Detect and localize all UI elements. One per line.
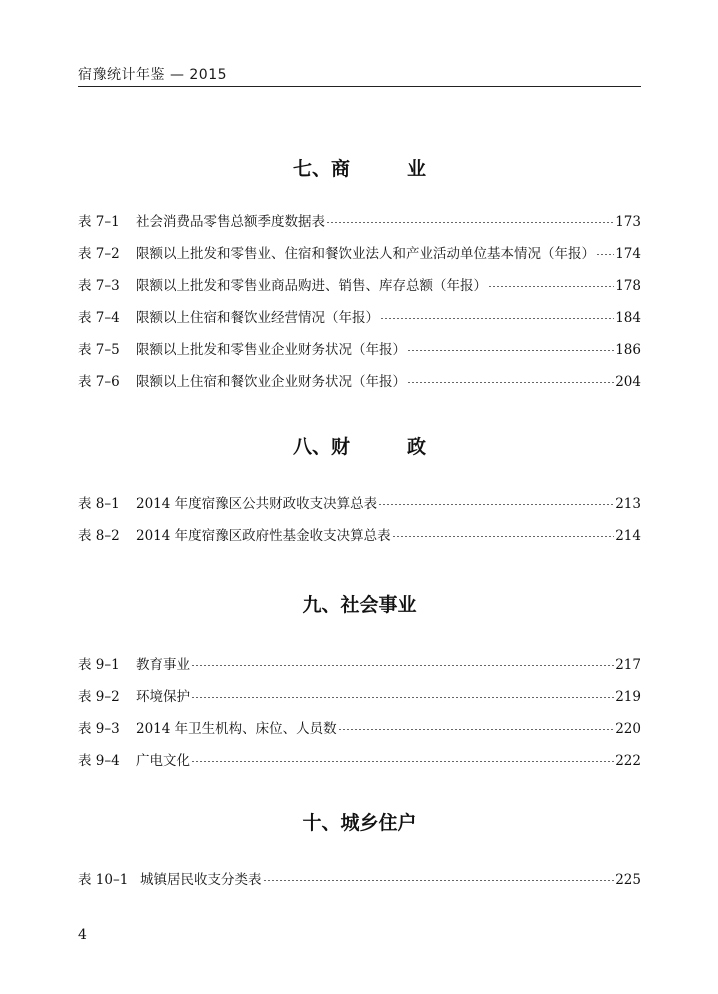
toc-entry-label: 表 7–6 <box>78 374 120 390</box>
toc-entry-page: 214 <box>615 528 641 544</box>
toc-entry-label: 表 7–2 <box>78 246 120 262</box>
toc-entry-label: 表 9–4 <box>78 753 120 769</box>
dot-leader <box>392 536 615 537</box>
toc-entry[interactable] <box>78 685 641 705</box>
toc-entry-page: 174 <box>615 246 641 262</box>
dot-leader <box>380 318 614 319</box>
dot-leader <box>191 697 614 698</box>
dot-leader <box>407 382 614 383</box>
dot-leader <box>326 222 614 223</box>
toc-entry-page: 225 <box>615 872 641 888</box>
dot-leader <box>191 761 614 762</box>
toc-entry-title: 限额以上住宿和餐饮业企业财务状况（年报） <box>136 374 406 390</box>
section-title-finance: 八、财 政 <box>292 436 426 458</box>
toc-entry-title: 环境保护 <box>136 689 190 705</box>
toc-entry-title: 限额以上批发和零售业企业财务状况（年报） <box>136 342 406 358</box>
toc-entry-label: 表 7–4 <box>78 310 120 326</box>
toc-entry-page: 173 <box>615 214 641 230</box>
toc-entry[interactable] <box>78 492 641 512</box>
toc-entry-page: 204 <box>615 374 641 390</box>
section-title-households: 十、城乡住户 <box>302 812 417 834</box>
dot-leader <box>378 504 614 505</box>
toc-entry[interactable] <box>78 242 641 262</box>
toc-entry-title: 城镇居民收支分类表 <box>140 872 262 888</box>
toc-entry-title: 2014 年度宿豫区政府性基金收支决算总表 <box>136 528 391 544</box>
toc-entry-title: 2014 年度宿豫区公共财政收支决算总表 <box>136 496 378 512</box>
toc-entry-title: 限额以上批发和零售业、住宿和餐饮业法人和产业活动单位基本情况（年报） <box>136 246 595 262</box>
toc-entry-label: 表 8–1 <box>78 496 120 512</box>
running-header: 宿豫统计年鉴 — 2015 <box>78 67 228 83</box>
toc-entry-label: 表 9–2 <box>78 689 120 705</box>
toc-entry[interactable] <box>78 868 641 888</box>
dot-leader <box>407 350 614 351</box>
dot-leader <box>263 880 615 881</box>
toc-entry[interactable] <box>78 524 641 544</box>
toc-entry-title: 教育事业 <box>136 657 190 673</box>
dot-leader <box>191 665 614 666</box>
toc-entry[interactable] <box>78 274 641 294</box>
toc-entry-page: 184 <box>615 310 641 326</box>
toc-entry[interactable] <box>78 210 641 230</box>
toc-entry-page: 178 <box>615 278 641 294</box>
toc-entry-label: 表 7–3 <box>78 278 120 294</box>
toc-entry[interactable] <box>78 653 641 673</box>
section-title-social-affairs: 九、社会事业 <box>302 594 417 616</box>
toc-entry[interactable] <box>78 370 641 390</box>
toc-entry-label: 表 10–1 <box>78 872 129 888</box>
dot-leader <box>596 254 614 255</box>
toc-entry[interactable] <box>78 338 641 358</box>
header-rule <box>78 86 641 87</box>
toc-entry-label: 表 7–5 <box>78 342 120 358</box>
toc-entry[interactable] <box>78 717 641 737</box>
toc-entry-title: 社会消费品零售总额季度数据表 <box>136 214 325 230</box>
toc-entry-page: 220 <box>615 721 641 737</box>
toc-entry-title: 2014 年卫生机构、床位、人员数 <box>136 721 337 737</box>
toc-entry-title: 限额以上批发和零售业商品购进、销售、库存总额（年报） <box>136 278 487 294</box>
section-title-commerce: 七、商 业 <box>292 158 426 180</box>
page-number: 4 <box>78 927 87 943</box>
toc-entry-title: 限额以上住宿和餐饮业经营情况（年报） <box>136 310 379 326</box>
toc-entry-label: 表 9–1 <box>78 657 120 673</box>
toc-entry-label: 表 9–3 <box>78 721 120 737</box>
toc-entry[interactable] <box>78 749 641 769</box>
toc-entry-label: 表 7–1 <box>78 214 120 230</box>
toc-entry-page: 213 <box>615 496 641 512</box>
dot-leader <box>488 286 614 287</box>
toc-entry-page: 222 <box>615 753 641 769</box>
toc-entry-title: 广电文化 <box>136 753 190 769</box>
dot-leader <box>338 729 615 730</box>
toc-entry-label: 表 8–2 <box>78 528 120 544</box>
toc-entry-page: 186 <box>615 342 641 358</box>
toc-entry-page: 217 <box>615 657 641 673</box>
toc-entry[interactable] <box>78 306 641 326</box>
toc-entry-page: 219 <box>615 689 641 705</box>
